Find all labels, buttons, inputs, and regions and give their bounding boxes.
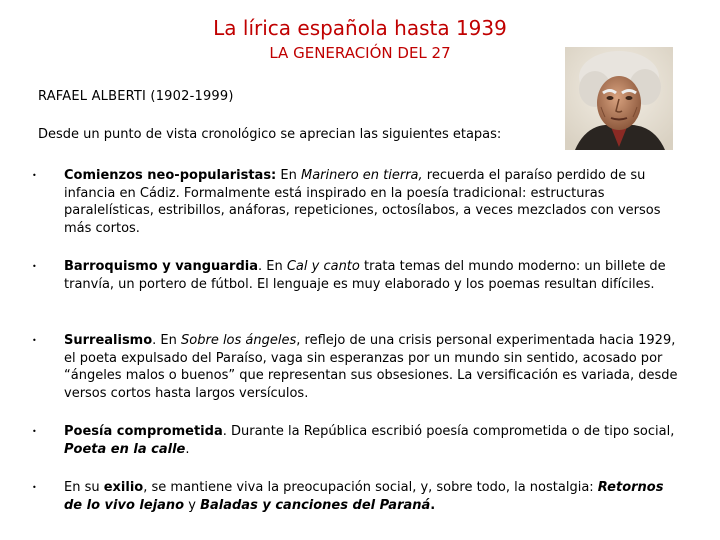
slide-title: La lírica española hasta 1939 [213, 16, 507, 40]
item-text-part: En su [64, 480, 104, 495]
work-title: Marinero en tierra, [300, 168, 423, 183]
item-text-part: . En [257, 259, 287, 274]
item-lead: Poesía comprometida [64, 424, 223, 439]
author-heading: RAFAEL ALBERTI (1902-1999) [38, 89, 234, 104]
item-text-part: y [184, 497, 201, 513]
item-lead: Comienzos neo-popularistas: [64, 168, 277, 183]
item-text [64, 167, 680, 237]
item-text-part: En [276, 168, 301, 183]
bullet-icon: • [32, 262, 37, 271]
slide-subtitle: LA GENERACIÓN DEL 27 [269, 44, 451, 62]
intro-text: Desde un punto de vista cronológico se aprecian las siguientes etapas: [38, 127, 502, 142]
item-text-part: . En [152, 333, 182, 348]
bullet-icon: • [32, 336, 37, 345]
work-title: Poeta en la calle [64, 441, 186, 457]
list-item [30, 479, 680, 514]
list-item [30, 423, 680, 458]
item-lead: exilio [103, 480, 144, 495]
work-title: Baladas y canciones del Paraná [200, 497, 431, 513]
item-text-part: . [185, 441, 190, 457]
item-text [64, 258, 680, 293]
item-text-part: recuerda el paraíso perdido de su infancia en Cádiz. Formalmente está inspirado en la poesía tradicional: estructuras paralelísticas, estribillos, anáforas, repeticiones, octosílabos, a veces mezclados con versos más cortos. [64, 168, 661, 236]
list-item [30, 167, 680, 237]
work-title: Sobre los ángeles [181, 333, 297, 348]
work-title: Cal y canto [286, 259, 360, 274]
item-lead: Barroquismo y vanguardia [64, 259, 258, 274]
bullet-icon: • [32, 171, 37, 180]
item-text-part: trata temas del mundo moderno: un billete de tranvía, un portero de fútbol. El lenguaje es muy elaborado y los poemas resultan difíciles. [64, 259, 666, 292]
list-item [30, 258, 680, 293]
item-text-part: . [430, 497, 436, 513]
bullet-icon: • [32, 427, 37, 436]
item-text [64, 423, 680, 458]
bullet-icon: • [32, 483, 37, 492]
item-text-part: . Durante la República escribió poesía comprometida o de tipo social, [222, 424, 675, 439]
list-item [30, 332, 680, 402]
item-text-part: , se mantiene viva la preocupación social, y, sobre todo, la nostalgia: [143, 480, 598, 495]
work-title: Retornos de lo vivo lejano [64, 480, 664, 513]
item-text [64, 332, 680, 402]
item-text-part: , reflejo de una crisis personal experimentada hacia 1929, el poeta expulsado del Paraíso, vaga sin esperanzas por un mundo sin sentido, acosado por “ángeles malos o buenos” que representan sus obsesiones. La versificación es variada, desde versos cortos hasta largos versículos. [64, 333, 678, 401]
item-text [64, 479, 680, 514]
author-portrait [565, 47, 673, 150]
item-lead: Surrealismo [64, 333, 153, 348]
